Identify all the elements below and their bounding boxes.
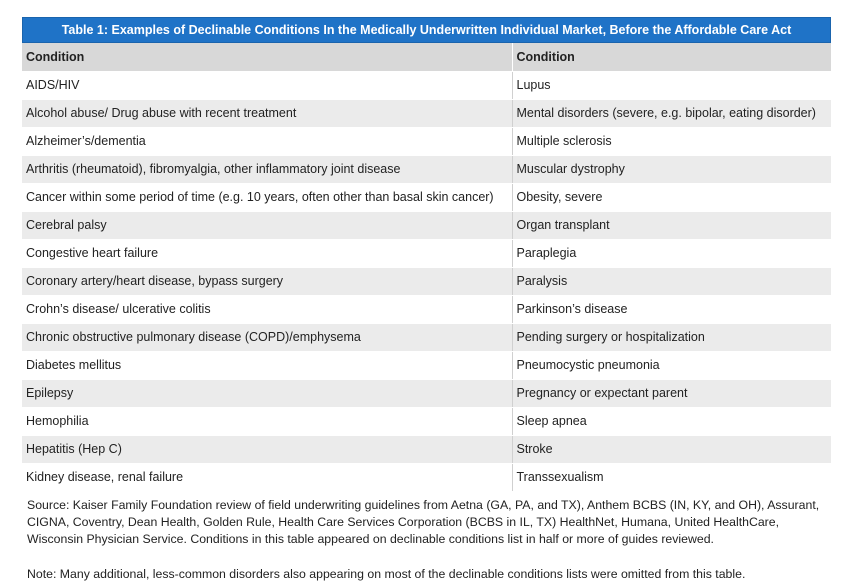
- table-row: [22, 407, 831, 435]
- condition-cell-left: Epilepsy: [22, 379, 512, 407]
- condition-cell-right: Pregnancy or expectant parent: [512, 379, 831, 407]
- table-title: Table 1: Examples of Declinable Conditions In the Medically Underwritten Individual Market, Before the Affordable Care Act: [22, 17, 831, 43]
- source-note-block: [27, 497, 827, 548]
- table-row: [22, 267, 831, 295]
- table-row: [22, 435, 831, 463]
- table-row: [22, 127, 831, 155]
- condition-cell-right: Obesity, severe: [512, 183, 831, 211]
- source-text: Source: Kaiser Family Foundation review of field underwriting guidelines from Aetna (GA, PA, and TX), Anthem BCBS (IN, KY, and OH), Assurant, CIGNA, Coventry, Dean Health, Golden Rule, Health Care Services Corporation (BCBS in IL, TX) HealthNet, Humana, United HealthCare, Wisconsin Physician Service. Conditions in this table appeared on declinable conditions list in half or more of guides reviewed.: [27, 498, 820, 546]
- table-row: [22, 239, 831, 267]
- condition-cell-left: Hepatitis (Hep C): [22, 435, 512, 463]
- condition-cell-right: Muscular dystrophy: [512, 155, 831, 183]
- table-row: [22, 379, 831, 407]
- column-header-condition-right: Condition: [512, 43, 831, 71]
- condition-cell-left: Cerebral palsy: [22, 211, 512, 239]
- conditions-table-container: [22, 17, 831, 492]
- conditions-table: [22, 43, 831, 492]
- table-row: [22, 295, 831, 323]
- condition-cell-right: Stroke: [512, 435, 831, 463]
- column-header-condition-left: Condition: [22, 43, 512, 71]
- table-row: [22, 463, 831, 491]
- table-row: [22, 71, 831, 99]
- footnote-text: Note: Many additional, less-common disorders also appearing on most of the declinable conditions lists were omitted from this table.: [27, 567, 746, 581]
- condition-cell-left: Cancer within some period of time (e.g. 10 years, often other than basal skin cancer): [22, 183, 512, 211]
- condition-cell-left: Diabetes mellitus: [22, 351, 512, 379]
- condition-cell-right: Organ transplant: [512, 211, 831, 239]
- condition-cell-right: Paraplegia: [512, 239, 831, 267]
- condition-cell-left: Chronic obstructive pulmonary disease (COPD)/emphysema: [22, 323, 512, 351]
- condition-cell-right: Transsexualism: [512, 463, 831, 491]
- condition-cell-left: Crohn’s disease/ ulcerative colitis: [22, 295, 512, 323]
- condition-cell-right: Mental disorders (severe, e.g. bipolar, eating disorder): [512, 99, 831, 127]
- table-row: [22, 351, 831, 379]
- condition-cell-right: Multiple sclerosis: [512, 127, 831, 155]
- header-row: [22, 43, 831, 71]
- table-row: [22, 323, 831, 351]
- table-row: [22, 211, 831, 239]
- condition-cell-right: Pneumocystic pneumonia: [512, 351, 831, 379]
- table-body: [22, 71, 831, 491]
- condition-cell-right: Paralysis: [512, 267, 831, 295]
- condition-cell-left: AIDS/HIV: [22, 71, 512, 99]
- condition-cell-left: Alzheimer’s/dementia: [22, 127, 512, 155]
- table-row: [22, 183, 831, 211]
- condition-cell-right: Lupus: [512, 71, 831, 99]
- condition-cell-right: Parkinson’s disease: [512, 295, 831, 323]
- condition-cell-left: Kidney disease, renal failure: [22, 463, 512, 491]
- table-row: [22, 155, 831, 183]
- condition-cell-right: Pending surgery or hospitalization: [512, 323, 831, 351]
- condition-cell-left: Coronary artery/heart disease, bypass surgery: [22, 267, 512, 295]
- condition-cell-left: Alcohol abuse/ Drug abuse with recent treatment: [22, 99, 512, 127]
- table-row: [22, 99, 831, 127]
- condition-cell-right: Sleep apnea: [512, 407, 831, 435]
- condition-cell-left: Hemophilia: [22, 407, 512, 435]
- condition-cell-left: Arthritis (rheumatoid), fibromyalgia, other inflammatory joint disease: [22, 155, 512, 183]
- condition-cell-left: Congestive heart failure: [22, 239, 512, 267]
